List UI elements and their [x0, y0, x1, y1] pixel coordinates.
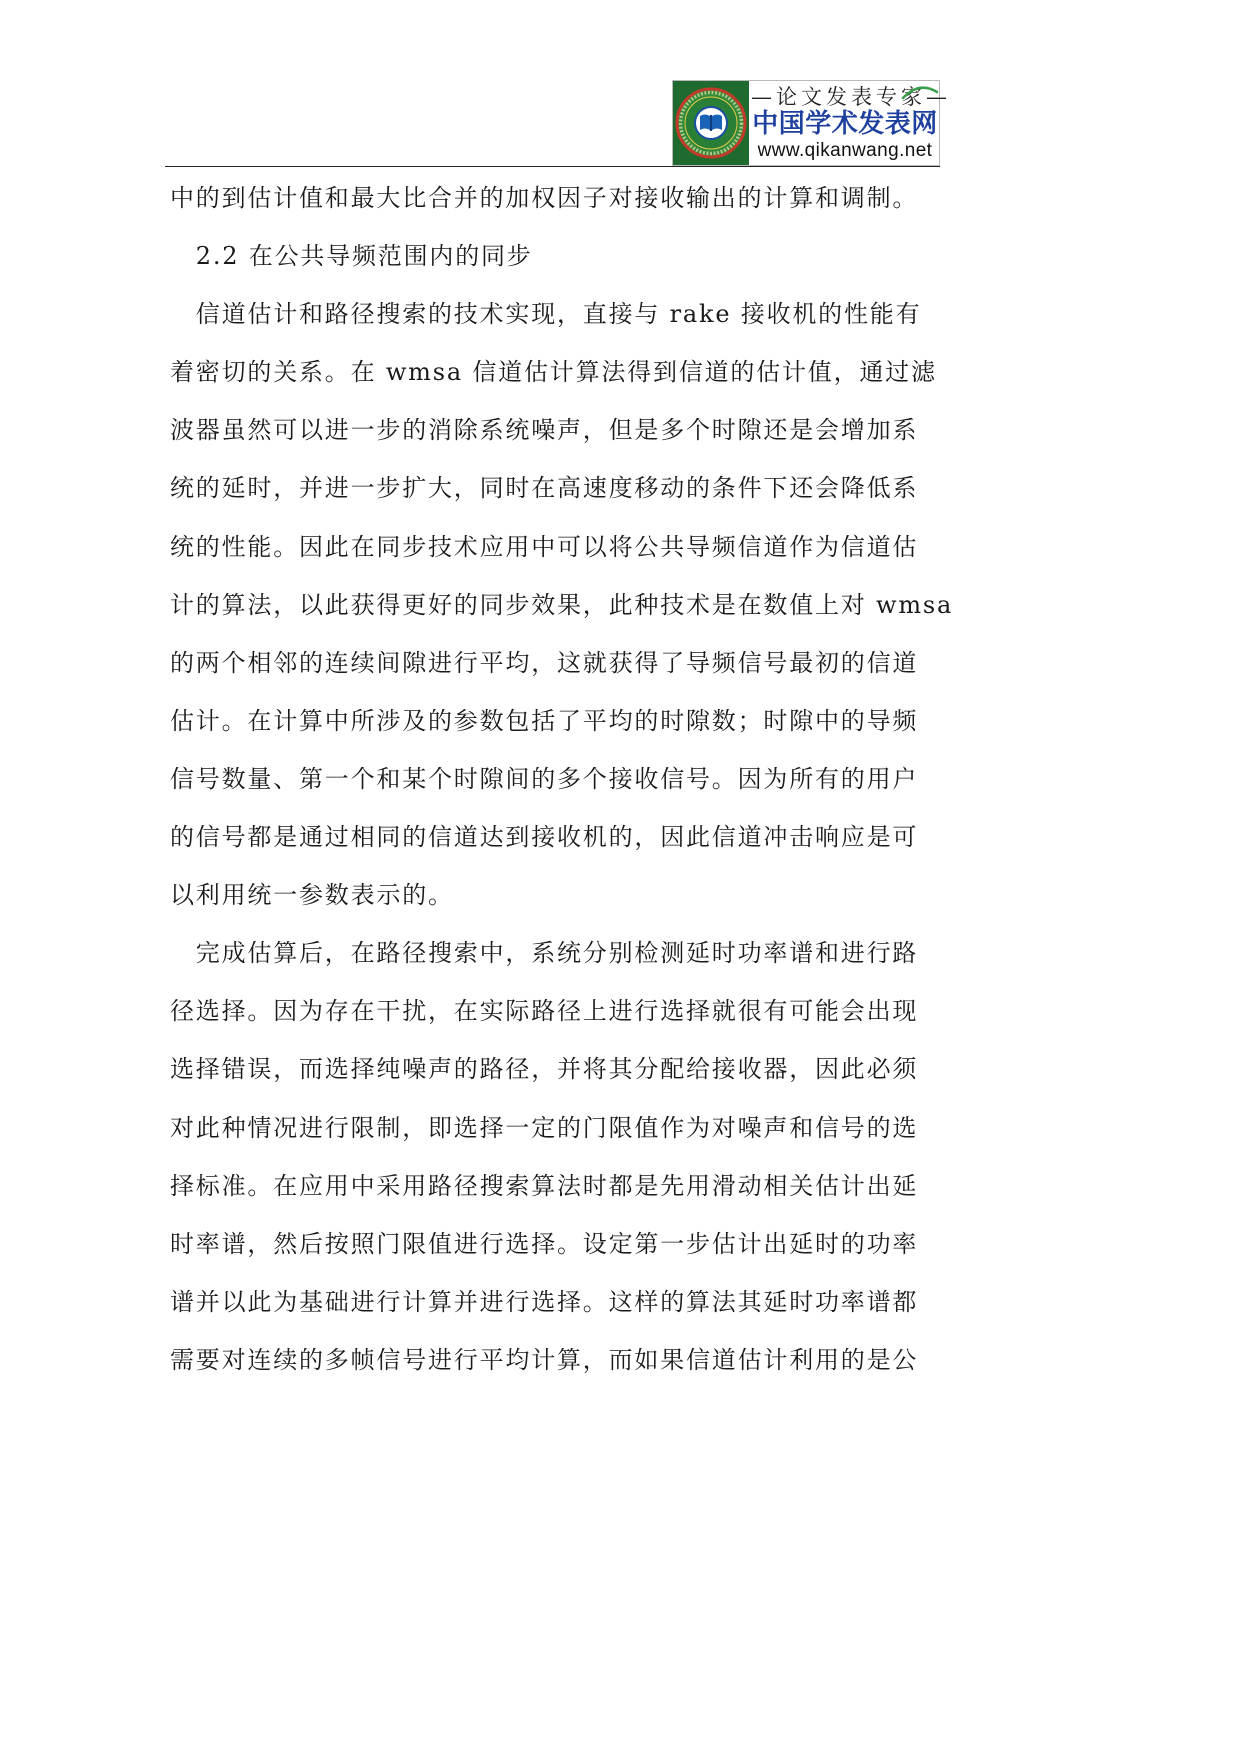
- logo-tagline: —论文发表专家—: [751, 85, 951, 109]
- logo-brand-name: 中国学术发表网: [752, 109, 938, 139]
- text-line: 统的延时，并进一步扩大，同时在高速度移动的条件下还会降低系: [170, 474, 919, 503]
- text-line: 信号数量、第一个和某个时隙间的多个接收信号。因为所有的用户: [170, 764, 919, 793]
- book-icon: [700, 115, 722, 132]
- text-line: 估计。在计算中所涉及的参数包括了平均的时隙数；时隙中的导频: [170, 706, 919, 735]
- swoosh-icon: [901, 83, 939, 101]
- logo-url[interactable]: www.qikanwang.net: [757, 140, 933, 161]
- text-line: 的两个相邻的连续间隙进行平均，这就获得了导频信号最初的信道: [170, 648, 919, 677]
- text-line: 以利用统一参数表示的。: [170, 881, 454, 910]
- text-line: 波器虽然可以进一步的消除系统噪声，但是多个时隙还是会增加系: [170, 416, 919, 445]
- paragraph: [170, 924, 960, 1389]
- header-divider: [165, 166, 940, 167]
- text-line: 谱并以此为基础进行计算并进行选择。这样的算法其延时功率谱都: [170, 1287, 919, 1316]
- text-line: 着密切的关系。在 wmsa 信道估计算法得到信道的估计值，通过滤: [170, 358, 937, 387]
- logo-text-block: [751, 81, 951, 165]
- text-line: 统的性能。因此在同步技术应用中可以将公共导频信道作为信道估: [170, 532, 919, 561]
- text-line: 选择错误，而选择纯噪声的路径，并将其分配给接收器，因此必须: [170, 1055, 919, 1084]
- text-line: 信道估计和路径搜索的技术实现，直接与 rake 接收机的性能有: [195, 300, 922, 329]
- text-line: 时率谱，然后按照门限值进行选择。设定第一步估计出延时的功率: [170, 1229, 919, 1258]
- publisher-logo[interactable]: [672, 80, 951, 166]
- text-line: 择标准。在应用中采用路径搜索算法时都是先用滑动相关估计出延: [170, 1171, 919, 1200]
- continuation-line: 中的到估计值和最大比合并的加权因子对接收输出的计算和调制。: [170, 184, 919, 212]
- text-line: 径选择。因为存在干扰，在实际路径上进行选择就很有可能会出现: [170, 997, 919, 1026]
- text-line: 需要对连续的多帧信号进行平均计算，而如果信道估计利用的是公: [170, 1345, 919, 1374]
- text-line: 完成估算后，在路径搜索中，系统分别检测延时功率谱和进行路: [195, 939, 919, 968]
- text-line: 对此种情况进行限制，即选择一定的门限值作为对噪声和信号的选: [170, 1113, 919, 1142]
- logo-seal: [673, 81, 749, 165]
- body-text: [170, 169, 960, 1389]
- text-line: 的信号都是通过相同的信道达到接收机的，因此信道冲击响应是可: [170, 823, 919, 852]
- text-line: 计的算法，以此获得更好的同步效果，此种技术是在数值上对 wmsa: [170, 590, 954, 619]
- section-heading: 2.2 在公共导频范围内的同步: [195, 242, 533, 271]
- paragraph: [170, 285, 960, 924]
